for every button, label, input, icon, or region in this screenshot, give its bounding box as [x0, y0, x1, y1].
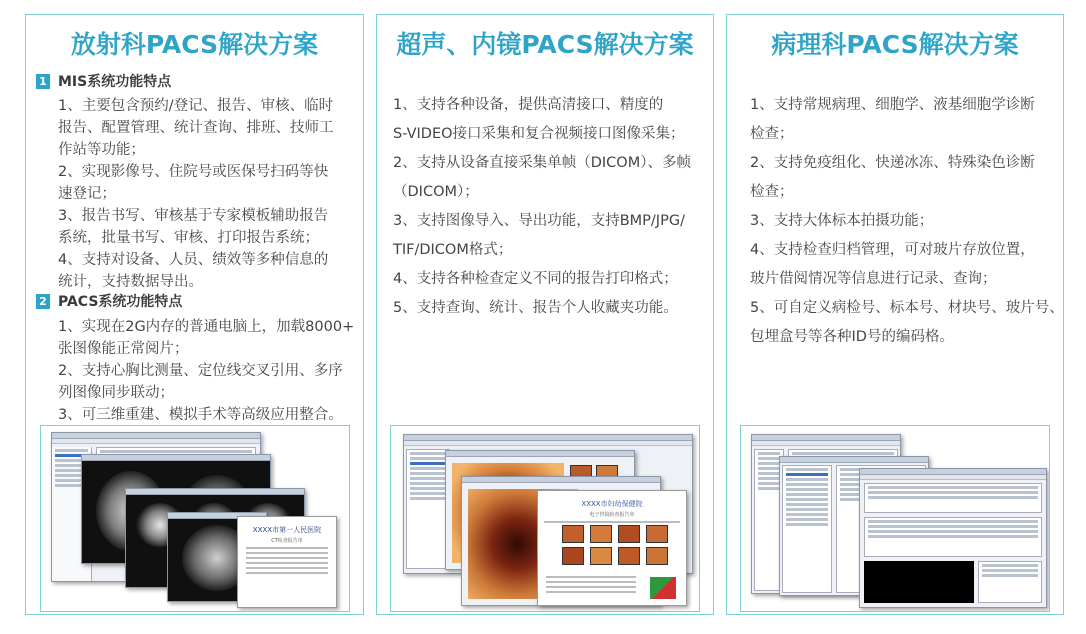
pathology-report-window — [859, 468, 1047, 608]
radiology-pacs-panel — [25, 14, 364, 615]
section-number-badge: 1 — [36, 74, 50, 89]
ct-report-document — [237, 516, 337, 608]
mis-features-text: 1、主要包含预约/登记、报告、审核、临时 报告、配置管理、统计查询、排班、技师工 作站等功能； 2、实现影像号、住院号或医保号扫码等快 速登记； 3、报告书写、审核基于专家模板辅助报告 系统，批量书写、审核、打印报告系统； 4、支持对设备、人员、绩效等多种信息的 统计，支持数据导出。 — [58, 98, 334, 290]
report-subtitle: CT检查报告单 — [271, 538, 303, 544]
pathology-features-text: 1、支持常规病理、细胞学、液基细胞学诊断 检查； 2、支持免疫组化、快递冰冻、特殊染色诊断 检查； 3、支持大体标本拍摄功能； 4、支持检查归档管理，可对玻片存放位置， 玻片借阅情况等信息进行记录、查询； 5、可自定义病检号、标本号、材块号、玻片号、 包埋盒号等各种ID号的编码格。 — [750, 97, 1064, 345]
section-heading-mis — [36, 71, 171, 91]
panel-title: 病理科PACS解决方案 — [771, 30, 1019, 59]
report-subtitle: 电子胃镜检查报告单 — [589, 512, 635, 518]
ultrasound-features-text: 1、支持各种设备，提供高清接口、精度的 S-VIDEO接口采集和复合视频接口图像采集； 2、支持从设备直接采集单帧（DICOM）、多帧 （DICOM）； 3、支持图像导入、导出功能，支持BMP/JPG/ TIF/DICOM格式； 4、支持各种检查定义不同的报告打印格式； 5、支持查询、统计、报告个人收藏夹功能。 — [393, 97, 691, 316]
report-title: XXXX市妇幼保健院 — [581, 500, 643, 508]
section-number-badge: 2 — [36, 294, 50, 309]
pathology-screenshot — [740, 425, 1050, 612]
pacs-features-text: 1、实现在2G内存的普通电脑上，加载8000+ 张图像能正常阅片； 2、支持心胸比测量、定位线交叉引用、多序 列图像同步联动； 3、可三维重建、模拟手术等高级应用整合。 — [58, 319, 355, 423]
ultrasound-endoscopy-pacs-panel — [376, 14, 714, 615]
endoscopy-screenshot — [390, 425, 700, 612]
radiology-screenshot — [40, 425, 350, 612]
panel-title: 放射科PACS解决方案 — [70, 30, 319, 59]
panel-title: 超声、内镜PACS解决方案 — [396, 30, 694, 59]
section-heading-pacs — [36, 291, 182, 311]
section-heading-label: MIS系统功能特点 — [58, 74, 172, 90]
gastroscopy-report-document — [537, 490, 687, 606]
pathology-pacs-panel — [726, 14, 1064, 615]
section-heading-label: PACS系统功能特点 — [58, 294, 183, 310]
report-title: XXXX市第一人民医院 — [252, 526, 322, 534]
